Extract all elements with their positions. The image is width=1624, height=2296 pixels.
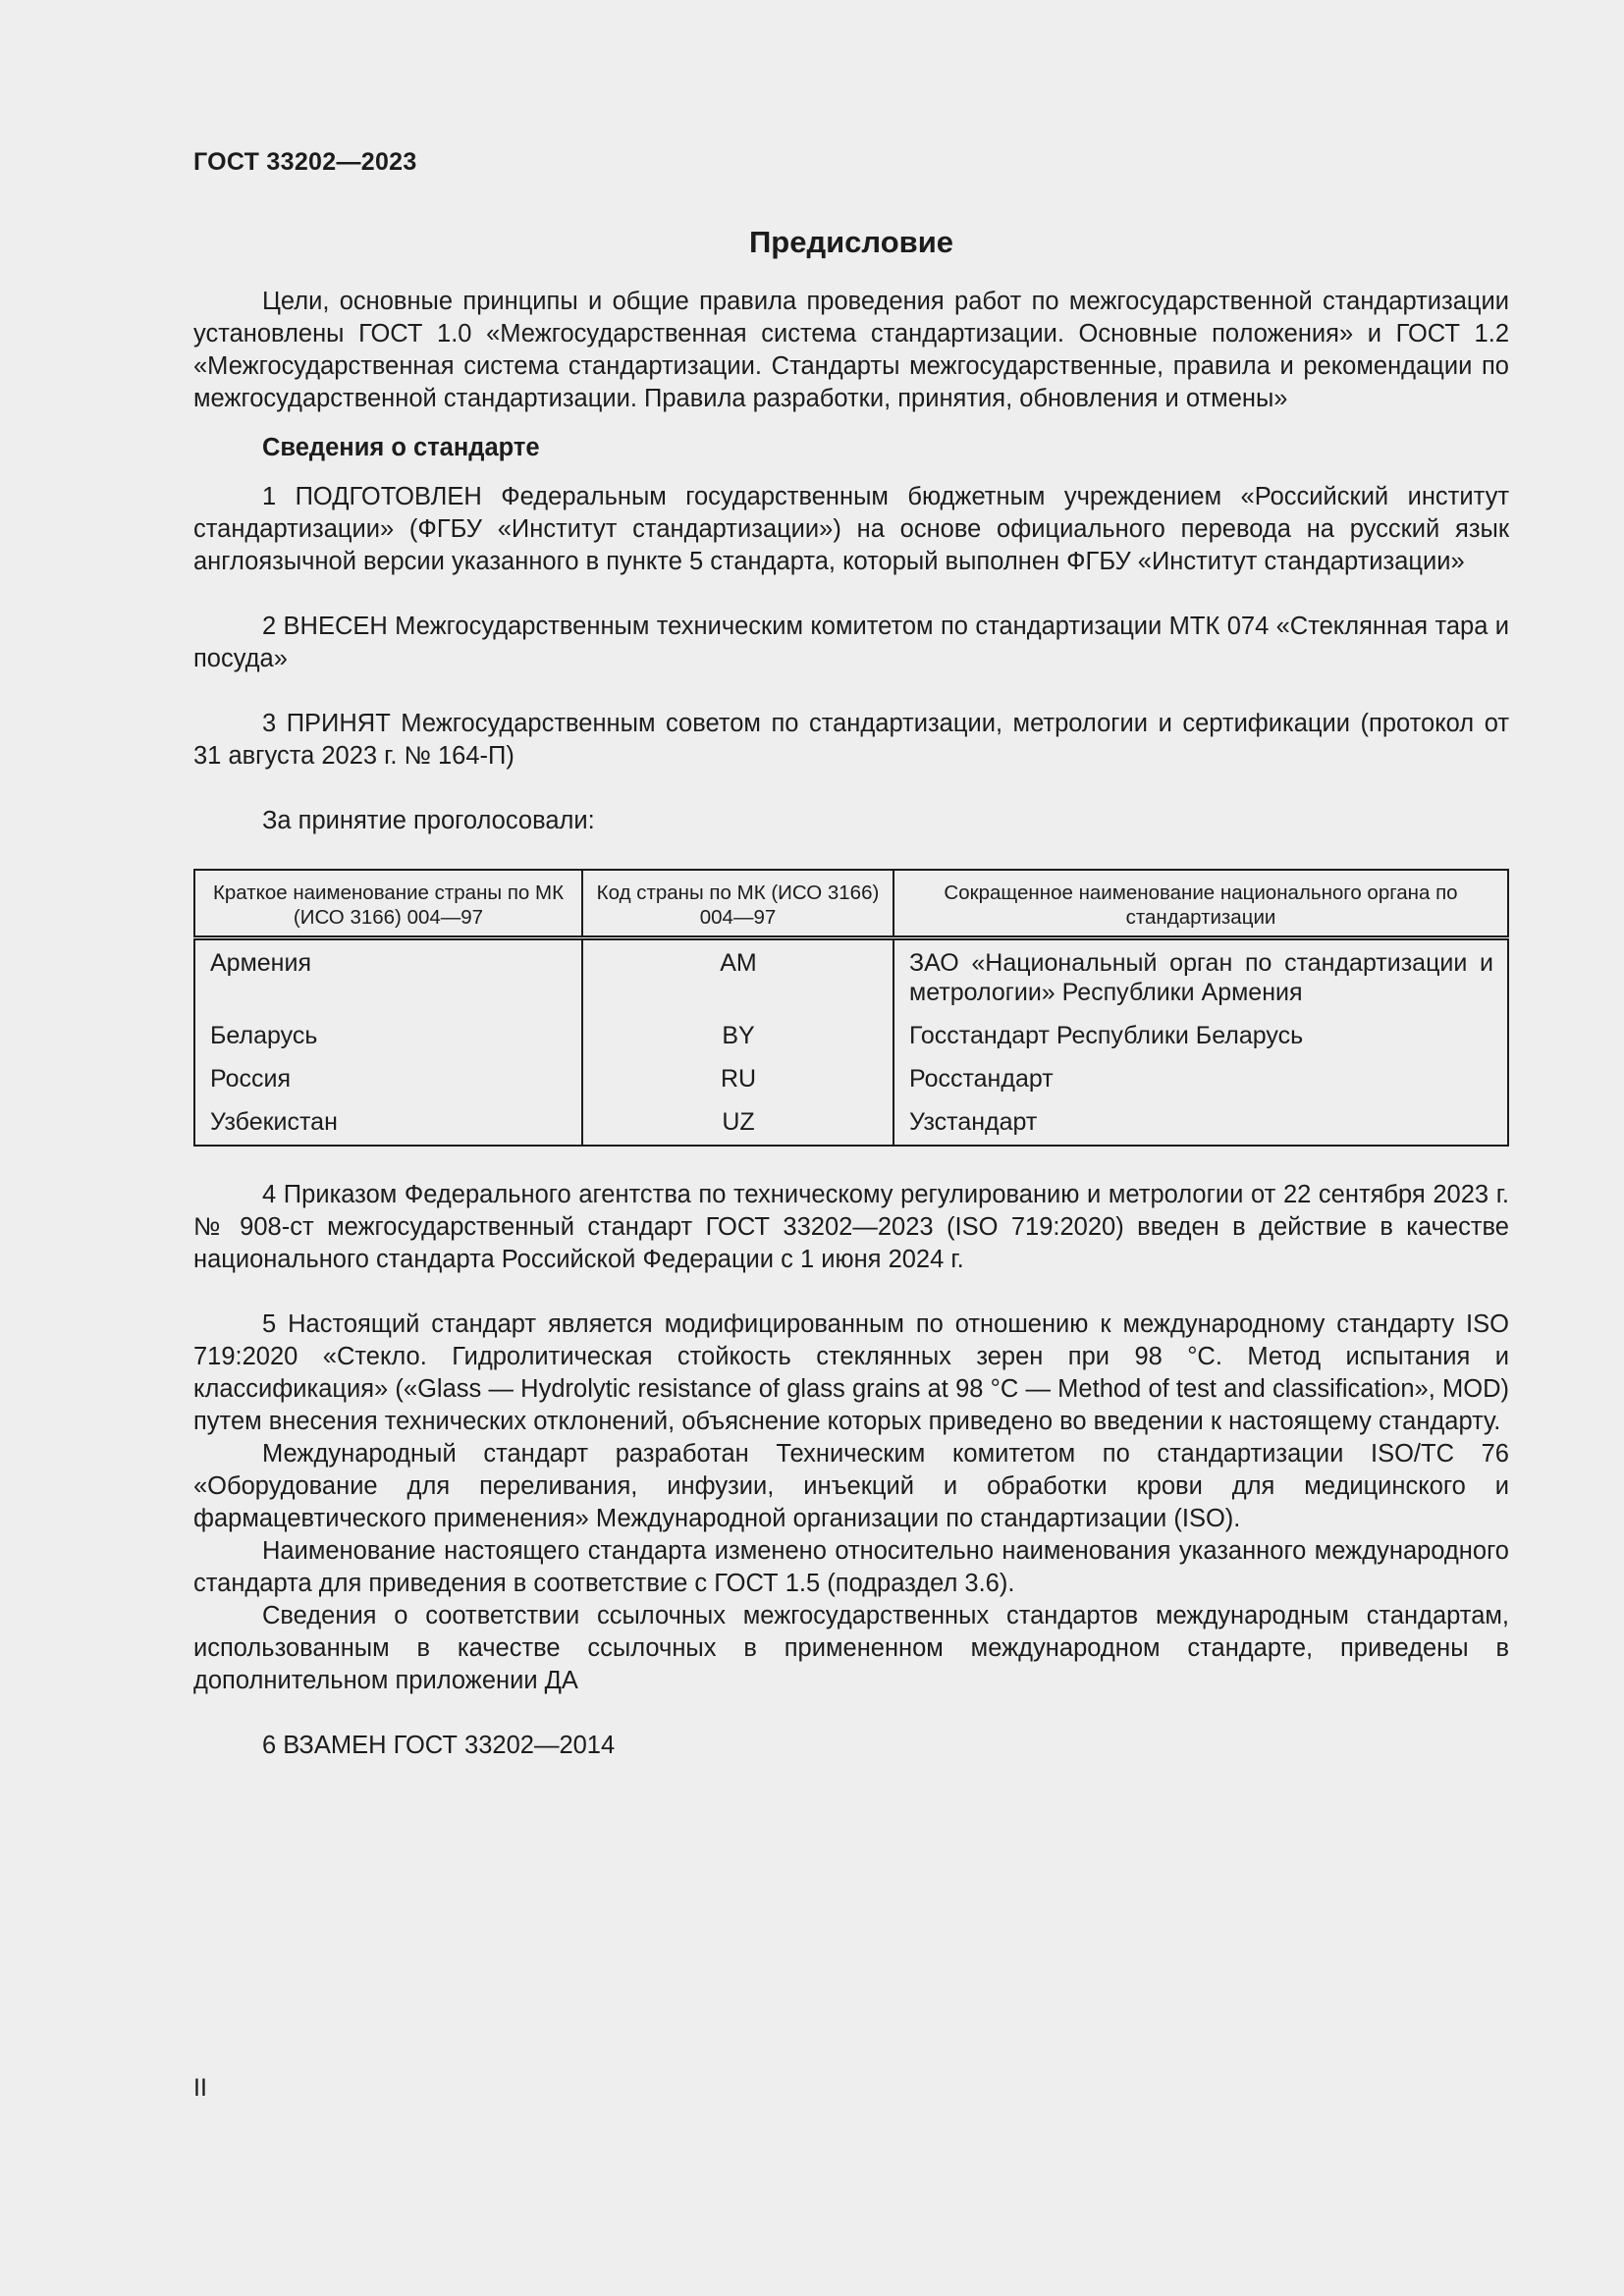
intro-paragraph: Цели, основные принципы и общие правила проведения работ по межгосударственной стандартизации установлены ГОСТ 1.0 «Межгосударственная система стандартизации. Основные положения» и ГОСТ 1.2 «Межгосударственная система стандартизации. Стандарты межгосударственные, правила и рекомендации по межгосударственной стандартизации. Правила разработки, принятия, обновления и отмены» xyxy=(193,288,1509,412)
table-header-country: Краткое наименование страны по МК (ИСО 3166) 004—97 xyxy=(194,870,582,938)
document-code: ГОСТ 33202—2023 xyxy=(193,148,417,176)
section-subheading: Сведения о стандарте xyxy=(262,434,540,461)
document-body xyxy=(193,286,1509,1762)
country-code: UZ xyxy=(582,1097,893,1146)
item-3-paragraph: 3 ПРИНЯТ Межгосударственным советом по стандартизации, метрологии и сертификации (протокол от 31 августа 2023 г. № 164-П) xyxy=(193,710,1509,770)
table-row xyxy=(194,1054,1508,1097)
item-5-international-standard: Международный стандарт разработан Техническим комитетом по стандартизации ISO/TC 76 «Оборудование для переливания, инфузии, инъекций и обработки крови для медицинского и фармацевтического применения» Международной организации по стандартизации (ISO). xyxy=(193,1440,1509,1532)
national-body: Узстандарт xyxy=(893,1097,1508,1146)
country-name: Беларусь xyxy=(210,1022,318,1049)
country-code: BY xyxy=(582,1011,893,1054)
voting-table xyxy=(193,869,1509,1147)
national-body: ЗАО «Национальный орган по стандартизации и метрологии» Республики Армения xyxy=(893,938,1508,1012)
page-title: Предисловие xyxy=(748,225,953,259)
item-5-paragraph: 5 Настоящий стандарт является модифицированным по отношению к международному стандарту ISO 719:2020 «Стекло. Гидролитическая стойкость стеклянных зерен при 98 °С. Метод испытания и классификация» («Glass — Hydrolytic resistance of glass grains at 98 °C — Method of test and classification», MOD) путем внесения технических отклонений, объяснение которых приведено во введении к настоящему стандарту. xyxy=(193,1310,1509,1435)
country-code: AM xyxy=(582,938,893,1012)
country-name: Армения xyxy=(210,949,311,977)
table-header-body: Сокращенное наименование национального органа по стандартизации xyxy=(893,870,1508,938)
country-name: Узбекистан xyxy=(210,1108,338,1136)
country-name: Россия xyxy=(210,1065,291,1093)
item-6-paragraph: 6 ВЗАМЕН ГОСТ 33202—2014 xyxy=(262,1732,616,1759)
table-row xyxy=(194,1011,1508,1054)
table-row xyxy=(194,938,1508,1012)
table-header-code: Код страны по МК (ИСО 3166) 004—97 xyxy=(582,870,893,938)
table-row xyxy=(194,1097,1508,1146)
national-body: Госстандарт Республики Беларусь xyxy=(893,1011,1508,1054)
table-header-row xyxy=(194,870,1508,938)
national-body: Росстандарт xyxy=(893,1054,1508,1097)
vote-intro: За принятие проголосовали: xyxy=(262,807,595,834)
item-5-references: Сведения о соответствии ссылочных межгосударственных стандартов международным стандартам, использованным в качестве ссылочных в примененном международном стандарте, приведены в дополнительном приложении ДА xyxy=(193,1602,1509,1694)
item-1-paragraph: 1 ПОДГОТОВЛЕН Федеральным государственным бюджетным учреждением «Российский институт стандартизации» (ФГБУ «Институт стандартизации») на основе официального перевода на русский язык англоязычной версии указанного в пункте 5 стандарта, который выполнен ФГБУ «Институт стандартизации» xyxy=(193,483,1509,575)
document-page xyxy=(193,0,1509,2296)
item-2-paragraph: 2 ВНЕСЕН Межгосударственным техническим комитетом по стандартизации МТК 074 «Стеклянная тара и посуда» xyxy=(193,613,1509,672)
country-code: RU xyxy=(582,1054,893,1097)
item-5-title-change: Наименование настоящего стандарта изменено относительно наименования указанного международного стандарта для приведения в соответствие с ГОСТ 1.5 (подраздел 3.6). xyxy=(193,1537,1509,1597)
page-number: II xyxy=(193,2074,207,2102)
item-4-paragraph: 4 Приказом Федерального агентства по техническому регулированию и метрологии от 22 сентября 2023 г. № 908-ст межгосударственный стандарт ГОСТ 33202—2023 (ISO 719:2020) введен в действие в качестве национального стандарта Российской Федерации с 1 июня 2024 г. xyxy=(193,1181,1509,1273)
